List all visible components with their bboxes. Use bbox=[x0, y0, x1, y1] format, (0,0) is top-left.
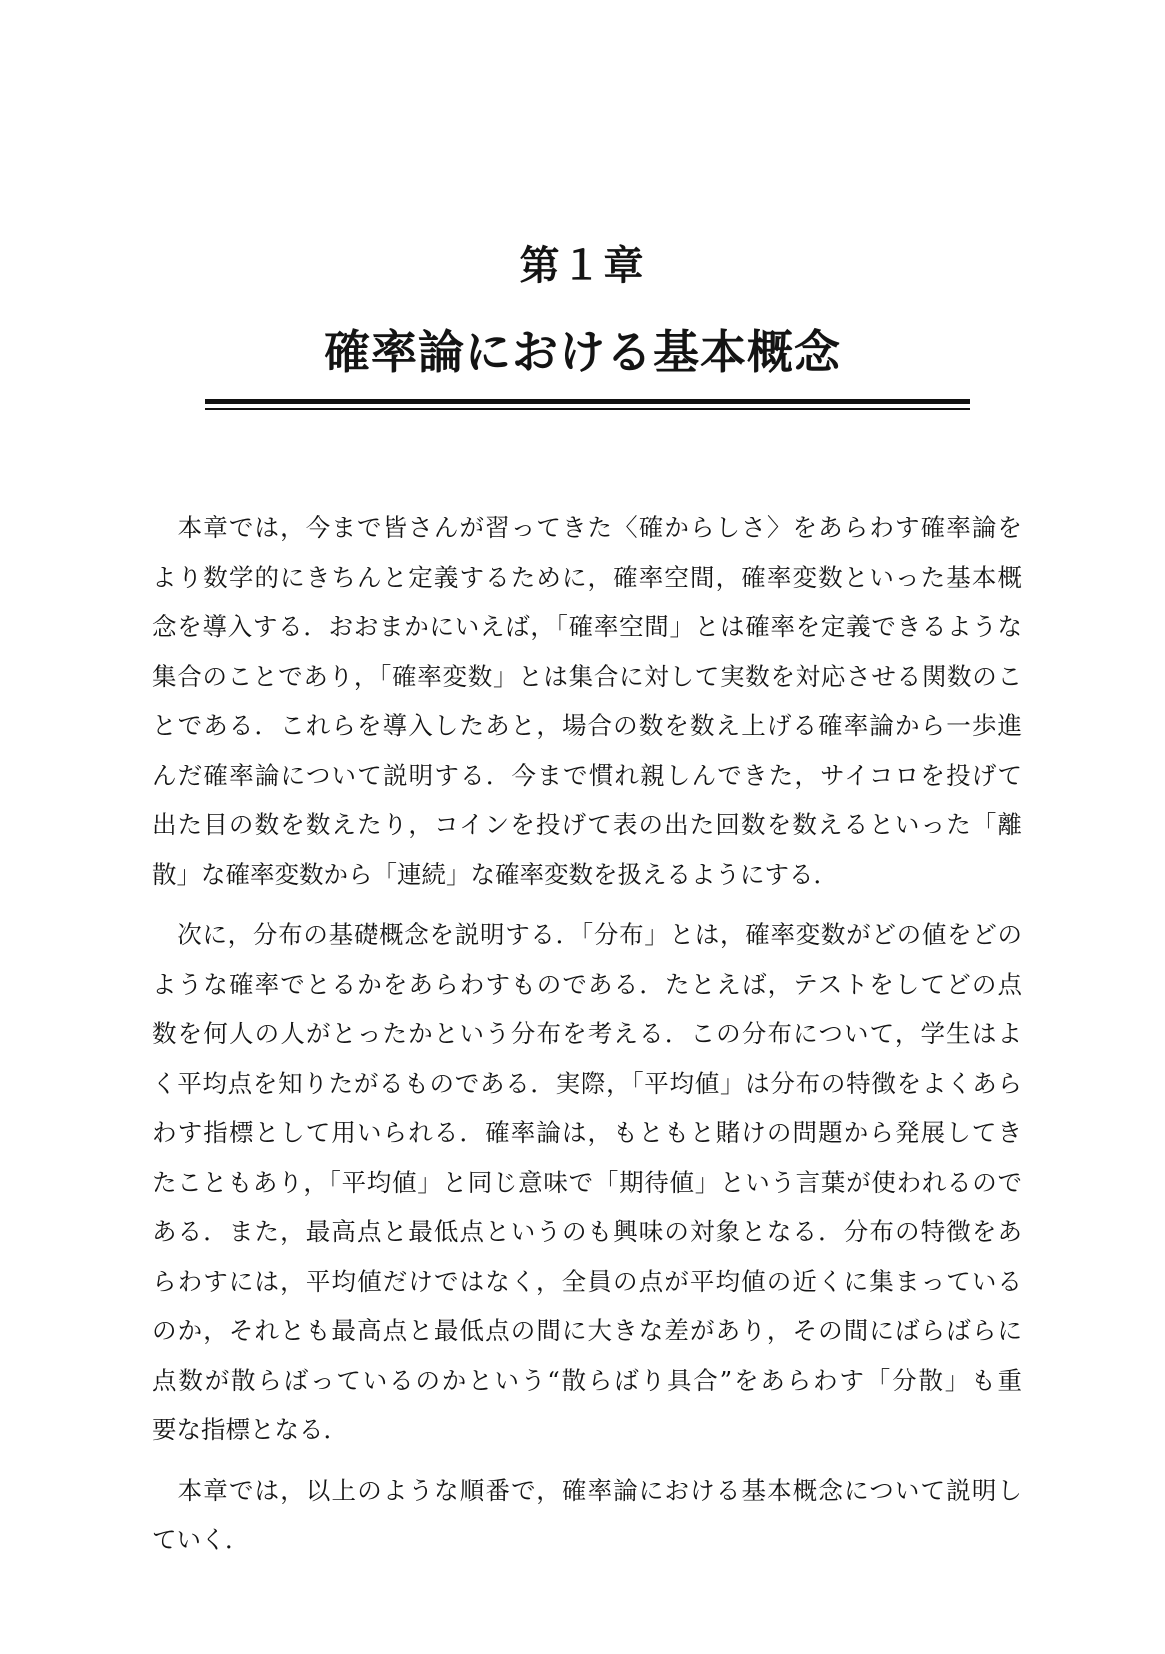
text-line: わす指標として用いられる．確率論は，もともと賭けの問題から発展してき bbox=[152, 1118, 1022, 1147]
text-line: 次に，分布の基礎概念を説明する．「分布」とは，確率変数がどの値をどの bbox=[152, 920, 1022, 949]
text-line: 数を何人の人がとったかという分布を考える．この分布について，学生はよ bbox=[152, 1019, 1022, 1048]
text-line: 点数が散らばっているのかという“散らばり具合”をあらわす「分散」も重 bbox=[152, 1365, 1022, 1395]
text-line: ような確率でとるかをあらわすものである．たとえば，テストをしてどの点 bbox=[152, 969, 1022, 999]
chapter-title: 確率論における基本概念 bbox=[324, 325, 841, 379]
body-text bbox=[152, 503, 1022, 1576]
paragraph-summary bbox=[152, 1466, 1022, 1565]
chapter-label: 第１章 bbox=[519, 243, 646, 289]
title-rule-thick bbox=[205, 399, 970, 404]
paragraph-distribution bbox=[152, 910, 1022, 1455]
text-line: 要な指標となる． bbox=[152, 1415, 348, 1444]
text-line: 本章では，今まで皆さんが習ってきた〈確からしさ〉をあらわす確率論を bbox=[152, 513, 1022, 542]
text-line: のか，それとも最高点と最低点の間に大きな差があり，その間にばらばらに bbox=[152, 1316, 1022, 1345]
text-line: たこともあり，「平均値」と同じ意味で「期待値」という言葉が使われるので bbox=[152, 1167, 1022, 1197]
text-line: ある．また，最高点と最低点というのも興味の対象となる．分布の特徴をあ bbox=[152, 1217, 1022, 1246]
title-double-rule bbox=[205, 399, 970, 412]
text-line: らわすには，平均値だけではなく，全員の点が平均値の近くに集まっている bbox=[152, 1266, 1022, 1296]
text-line: く平均点を知りたがるものである．実際，「平均値」は分布の特徴をよくあら bbox=[152, 1068, 1022, 1098]
text-line: 出た目の数を数えたり，コインを投げて表の出た回数を数えるといった「離 bbox=[152, 810, 1022, 839]
text-line: 散」な確率変数から「連続」な確率変数を扱えるようにする． bbox=[152, 859, 838, 889]
text-line: より数学的にきちんと定義するために，確率空間，確率変数といった基本概 bbox=[152, 562, 1022, 592]
paragraph-intro bbox=[152, 503, 1022, 899]
text-line: ていく． bbox=[152, 1525, 250, 1554]
text-line: とである．これらを導入したあと，場合の数を数え上げる確率論から一歩進 bbox=[152, 711, 1022, 740]
text-line: 本章では，以上のような順番で，確率論における基本概念について説明し bbox=[152, 1475, 1022, 1505]
text-line: 集合のことであり，「確率変数」とは集合に対して実数を対応させる関数のこ bbox=[152, 661, 1022, 691]
text-line: んだ確率論について説明する．今まで慣れ親しんできた，サイコロを投げて bbox=[152, 760, 1022, 790]
title-rule-thin bbox=[205, 408, 970, 410]
text-line: 念を導入する．おおまかにいえば，「確率空間」とは確率を定義できるような bbox=[152, 612, 1022, 641]
